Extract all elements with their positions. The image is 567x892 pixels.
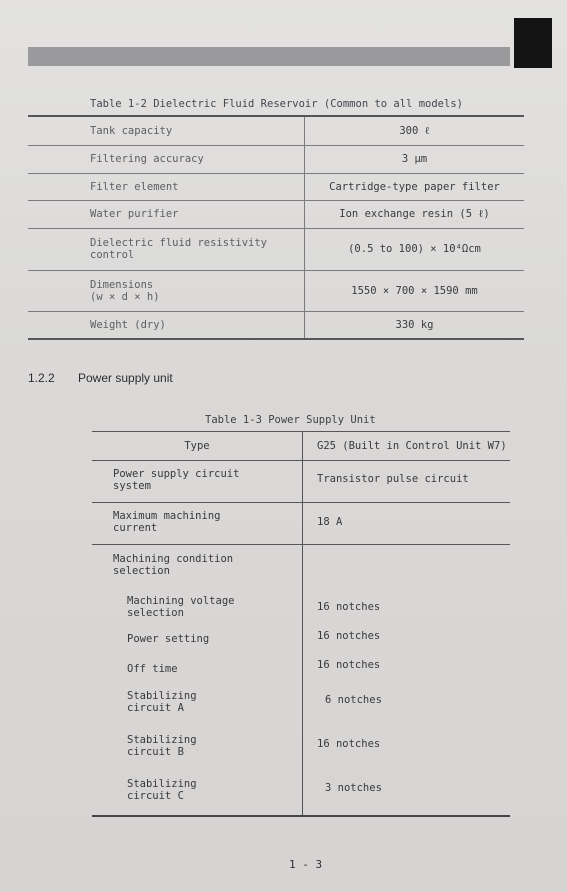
row-value: 16 notches <box>317 629 381 642</box>
row-label-line: Machining voltage <box>127 594 235 607</box>
header-value: G25 (Built in Control Unit W7) <box>303 432 511 461</box>
table-header-row <box>92 432 510 461</box>
table-row <box>92 587 510 625</box>
row-value: 16 notches <box>317 658 381 671</box>
dielectric-fluid-reservoir-table <box>28 115 524 340</box>
row-value: 3 μm <box>305 145 525 173</box>
section-title: Power supply unit <box>78 371 173 385</box>
row-label <box>28 228 305 270</box>
row-label-line: control <box>90 249 135 261</box>
row-label: Water purifier <box>28 200 305 228</box>
row-label-line: Stabilizing <box>127 777 197 790</box>
table-row <box>28 116 524 145</box>
row-label-line: circuit A <box>127 701 184 714</box>
table-row <box>92 684 510 728</box>
row-value: Cartridge-type paper filter <box>305 173 525 200</box>
row-label: Tank capacity <box>28 116 305 145</box>
row-label-line: Maximum machining <box>113 510 221 522</box>
row-label-line: Dielectric fluid resistivity <box>90 237 268 249</box>
table-row <box>28 228 524 270</box>
row-label: Power setting <box>92 625 303 655</box>
row-label-line: (w × d × h) <box>90 290 160 303</box>
table-row <box>28 173 524 200</box>
row-label-line: Dimensions <box>90 278 154 291</box>
table-row <box>92 503 510 545</box>
table-1-3-caption: Table 1-3 Power Supply Unit <box>205 414 376 426</box>
page-number: 1 - 3 <box>289 858 323 871</box>
table-row <box>92 461 510 503</box>
row-value: 6 notches <box>325 693 382 706</box>
row-label-line: circuit B <box>127 745 184 758</box>
row-label <box>92 684 303 728</box>
row-label <box>92 503 303 545</box>
row-label <box>28 270 305 311</box>
table-row <box>92 655 510 684</box>
table-row <box>28 311 524 339</box>
row-value: 3 notches <box>303 772 511 816</box>
row-value: Ion exchange resin (5 ℓ) <box>305 200 525 228</box>
row-label: Off time <box>92 655 303 684</box>
row-label <box>92 772 303 816</box>
row-value <box>303 545 511 587</box>
row-label-line: Machining condition <box>113 553 234 565</box>
table-row <box>92 728 510 772</box>
table-row <box>28 200 524 228</box>
row-label-line: Power supply circuit <box>113 468 240 480</box>
row-label-line: current <box>113 522 158 534</box>
table-row <box>92 625 510 655</box>
row-label-line: system <box>113 480 151 492</box>
row-value: 16 notches <box>317 737 381 750</box>
row-value: 300 ℓ <box>305 116 525 145</box>
section-number: 1.2.2 <box>28 371 55 385</box>
row-value: 18 A <box>303 503 511 545</box>
row-value: (0.5 to 100) × 10⁴Ωcm <box>305 228 525 270</box>
row-label <box>92 545 303 587</box>
row-label: Filter element <box>28 173 305 200</box>
power-supply-unit-table <box>92 431 510 817</box>
table-row <box>92 545 510 587</box>
page-corner-marker <box>514 18 552 68</box>
header-label: Type <box>92 432 303 461</box>
row-label-line: circuit C <box>127 789 184 802</box>
table-1-2-caption: Table 1-2 Dielectric Fluid Reservoir (Common to all models) <box>90 98 463 110</box>
row-label-line: selection <box>113 565 170 577</box>
row-value: 1550 × 700 × 1590 mm <box>305 270 525 311</box>
row-value: Transistor pulse circuit <box>303 461 511 503</box>
table-row <box>28 270 524 311</box>
row-label-line: selection <box>127 606 184 619</box>
row-label-line: Stabilizing <box>127 733 197 746</box>
row-label: Filtering accuracy <box>28 145 305 173</box>
row-value: 16 notches <box>317 600 381 613</box>
row-label <box>92 728 303 772</box>
row-label <box>92 587 303 625</box>
table-row <box>28 145 524 173</box>
row-label-line: Stabilizing <box>127 689 197 702</box>
row-label: Weight (dry) <box>28 311 305 339</box>
table-row <box>92 772 510 816</box>
row-value: 330 kg <box>305 311 525 339</box>
row-label <box>92 461 303 503</box>
header-bar <box>28 47 510 66</box>
